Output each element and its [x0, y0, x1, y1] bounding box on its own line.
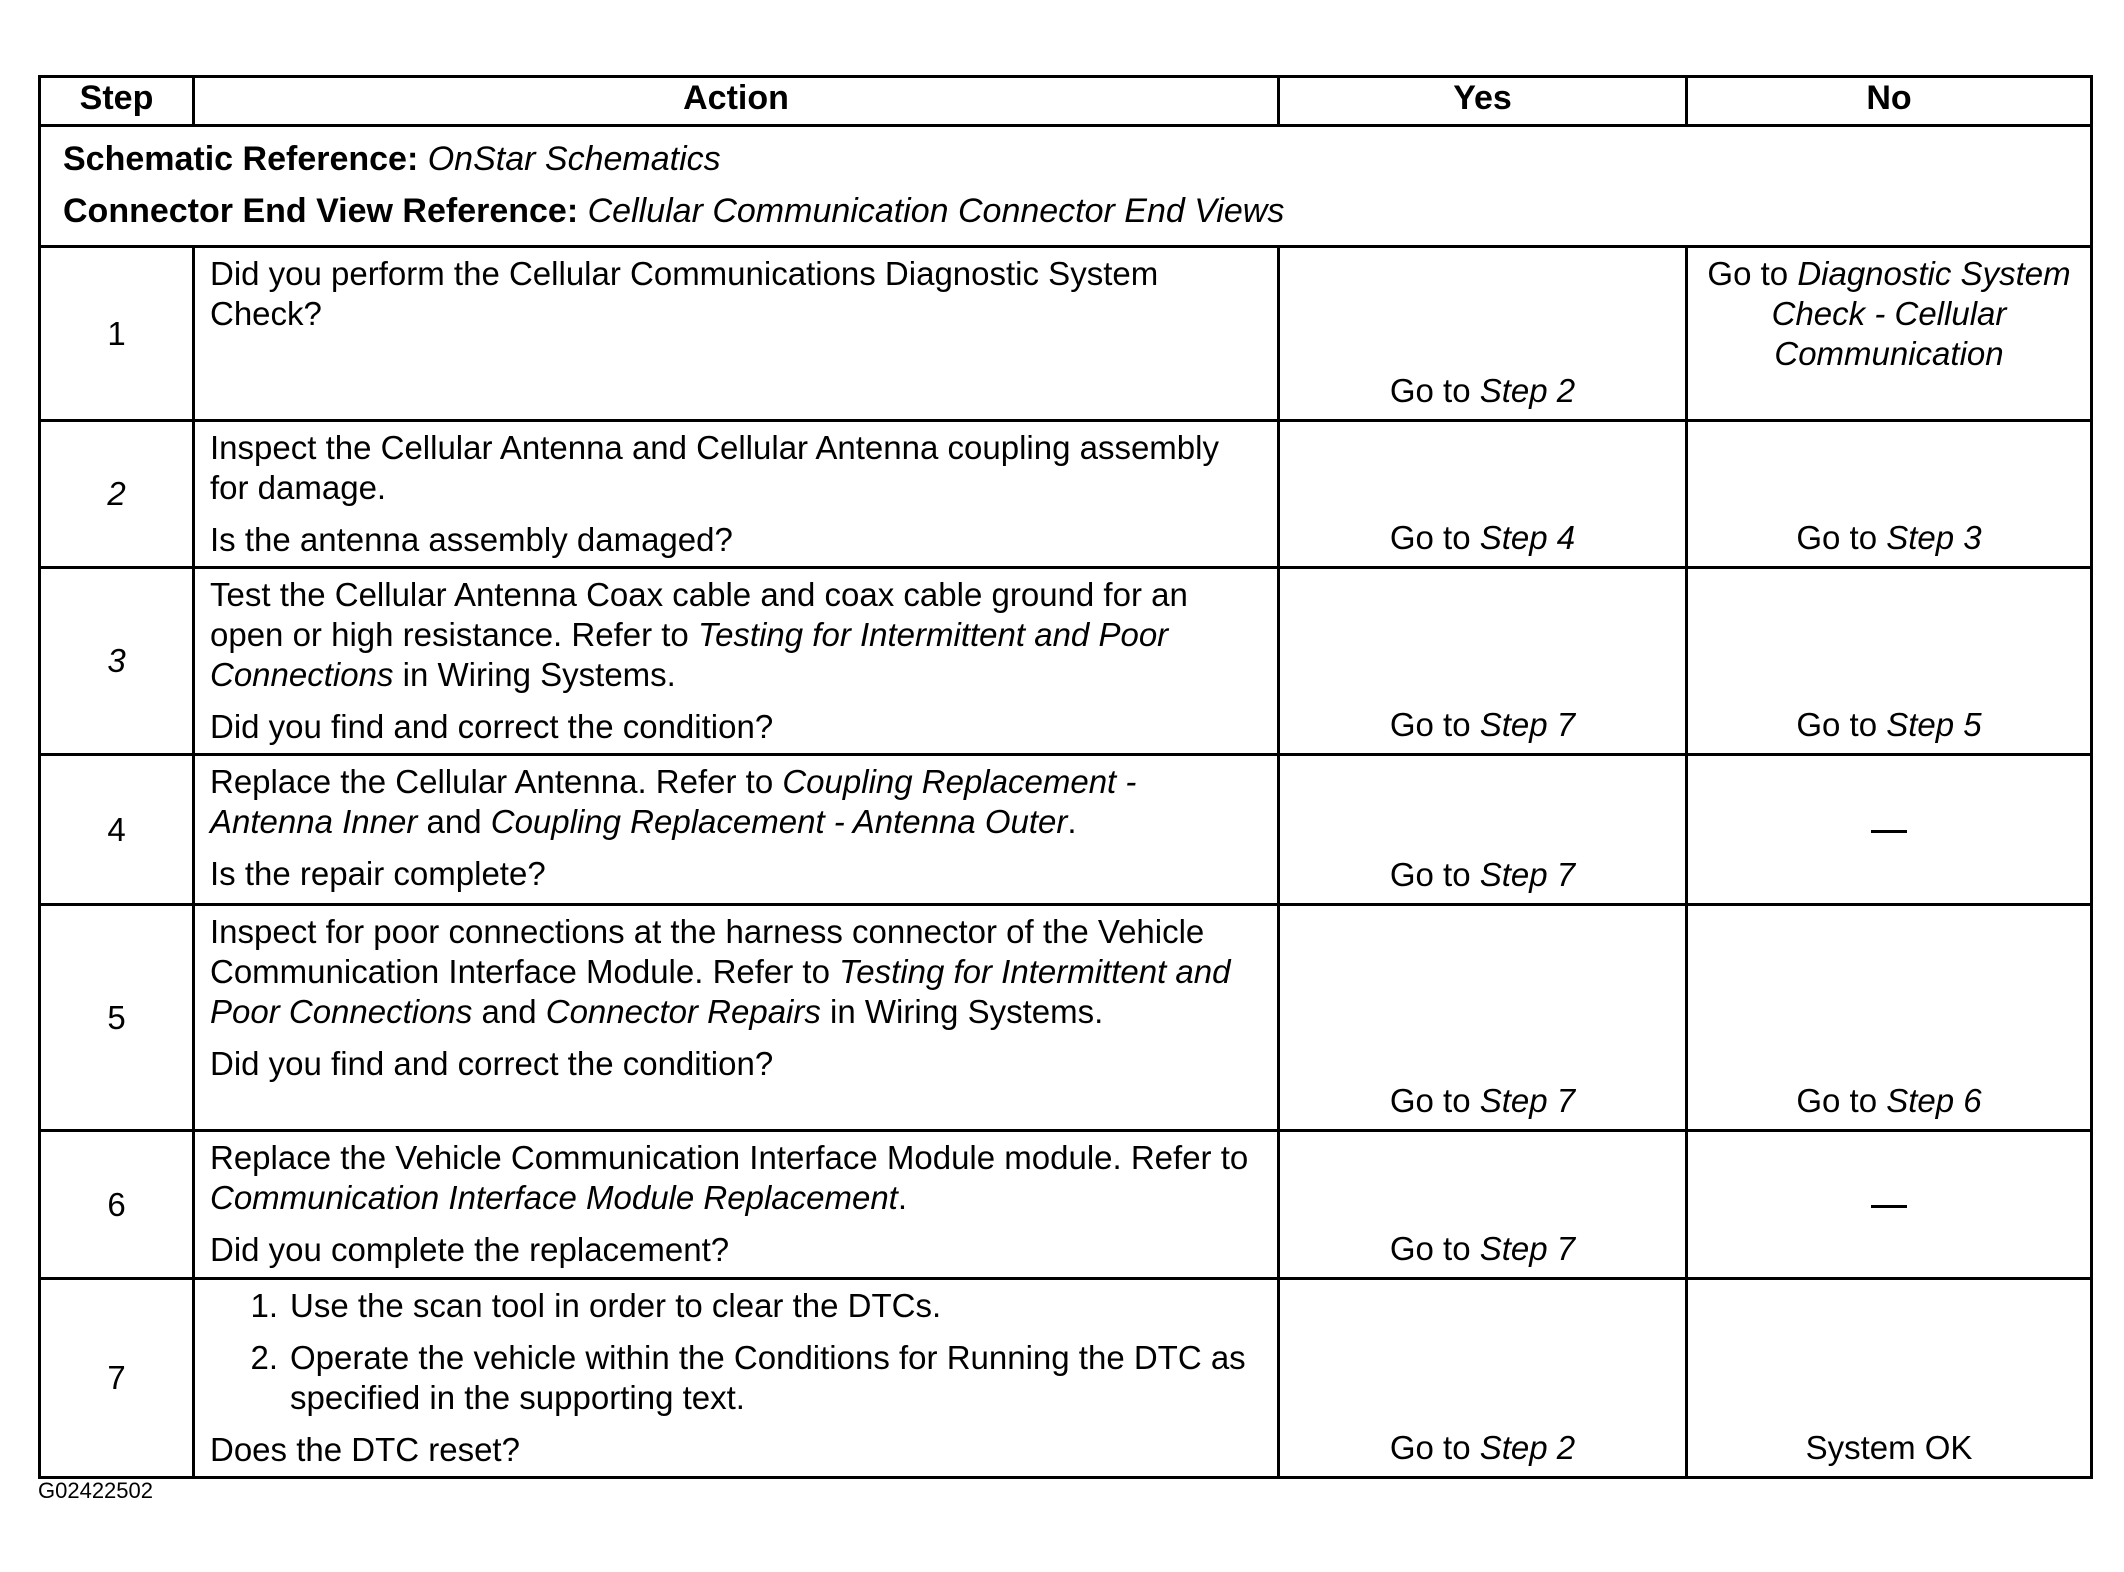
action-text-part: and — [472, 993, 546, 1030]
header-action: Action — [194, 77, 1279, 126]
table-row — [40, 1131, 2092, 1279]
action-reference-link[interactable]: Communication Interface Module Replacement — [210, 1179, 898, 1216]
no-prefix: Go to — [1796, 1082, 1887, 1119]
yes-prefix: Go to — [1389, 706, 1480, 743]
no-dash — [1871, 1205, 1907, 1208]
figure-id: G02422502 — [38, 1478, 153, 1503]
action-cell — [194, 247, 1279, 421]
no-link[interactable]: Diagnostic System Check - Cellular Communication — [1771, 255, 2071, 372]
list-item — [210, 1338, 1263, 1418]
list-item-text: Use the scan tool in order to clear the DTCs. — [290, 1287, 942, 1324]
yes-prefix: Go to — [1389, 1082, 1480, 1119]
table-row — [40, 568, 2092, 755]
schematic-reference-link[interactable]: OnStar Schematics — [427, 140, 721, 178]
table-row — [40, 755, 2092, 905]
action-text-part: in Wiring Systems. — [820, 993, 1104, 1030]
action-text: Did you perform the Cellular Communications Diagnostic System Check? — [210, 255, 1159, 332]
yes-cell — [1279, 905, 1687, 1131]
yes-cell — [1279, 568, 1687, 755]
action-reference-link[interactable]: Testing for Intermittent and Poor Connections — [210, 616, 1169, 693]
no-cell — [1687, 1279, 2092, 1478]
yes-link[interactable]: Step 2 — [1479, 372, 1576, 409]
yes-prefix: Go to — [1389, 372, 1480, 409]
no-cell — [1687, 755, 2092, 905]
action-question: Is the repair complete? — [210, 855, 546, 892]
header-no: No — [1687, 77, 2092, 126]
step-number: 1 — [40, 247, 194, 421]
no-prefix: Go to — [1796, 519, 1887, 556]
action-text-part: and — [417, 803, 491, 840]
yes-cell — [1279, 755, 1687, 905]
yes-link[interactable]: Step 7 — [1479, 1082, 1576, 1119]
yes-link[interactable]: Step 7 — [1479, 706, 1576, 743]
yes-prefix: Go to — [1389, 856, 1480, 893]
action-text-part: in Wiring Systems. — [393, 656, 676, 693]
no-result: System OK — [1805, 1429, 1973, 1466]
action-question: Did you find and correct the condition? — [210, 1045, 774, 1082]
table-row — [40, 905, 2092, 1131]
table-row — [40, 1279, 2092, 1478]
action-question: Is the antenna assembly damaged? — [210, 521, 733, 558]
action-text — [210, 1138, 1263, 1218]
action-text-part: . — [1067, 803, 1077, 840]
action-cell — [194, 755, 1279, 905]
no-cell — [1687, 421, 2092, 568]
action-cell — [194, 1131, 1279, 1279]
schematic-reference — [63, 133, 2070, 185]
action-cell — [194, 905, 1279, 1131]
table-row — [40, 421, 2092, 568]
action-text — [210, 762, 1263, 842]
action-text-part: Inspect for poor connections at the harness connector of the Vehicle Communication Interface Module. Refer to — [210, 913, 1205, 990]
header-step: Step — [40, 77, 194, 126]
action-reference-link[interactable]: Connector Repairs — [545, 993, 821, 1030]
action-reference-link[interactable]: Coupling Replacement - Antenna Inner — [210, 763, 1137, 840]
action-question: Does the DTC reset? — [210, 1431, 520, 1468]
action-question: Did you find and correct the condition? — [210, 708, 774, 745]
table-row — [40, 247, 2092, 421]
connector-reference-link[interactable]: Cellular Communication Connector End Views — [587, 192, 1285, 230]
connector-reference-label: Connector End View Reference: — [63, 192, 579, 230]
yes-link[interactable]: Step 2 — [1479, 1429, 1576, 1466]
step-number: 6 — [40, 1131, 194, 1279]
reference-cell — [40, 126, 2092, 247]
no-link[interactable]: Step 3 — [1886, 519, 1982, 556]
yes-link[interactable]: Step 4 — [1479, 519, 1576, 556]
yes-prefix: Go to — [1389, 519, 1480, 556]
no-link[interactable]: Step 5 — [1886, 706, 1982, 743]
step-number: 2 — [40, 421, 194, 568]
yes-cell — [1279, 1279, 1687, 1478]
step-number: 5 — [40, 905, 194, 1131]
action-reference-link[interactable]: Coupling Replacement - Antenna Outer — [490, 803, 1068, 840]
action-cell — [194, 1279, 1279, 1478]
action-text — [210, 575, 1263, 695]
list-item-number: 1. — [250, 1287, 278, 1324]
action-text-part: Replace the Vehicle Communication Interface Module module. Refer to — [210, 1139, 1249, 1176]
yes-link[interactable]: Step 7 — [1479, 856, 1576, 893]
yes-cell — [1279, 247, 1687, 421]
action-cell — [194, 421, 1279, 568]
no-cell — [1687, 905, 2092, 1131]
action-question: Did you complete the replacement? — [210, 1231, 730, 1268]
step-number: 7 — [40, 1279, 194, 1478]
list-item — [210, 1286, 1263, 1326]
step-number: 3 — [40, 568, 194, 755]
yes-link[interactable]: Step 7 — [1479, 1230, 1576, 1267]
action-text — [210, 912, 1263, 1032]
list-item-text: Operate the vehicle within the Conditions for Running the DTC as specified in the supporting text. — [290, 1339, 1246, 1416]
action-reference-link[interactable]: Testing for Intermittent and Poor Connections — [210, 953, 1231, 1030]
yes-cell — [1279, 421, 1687, 568]
reference-row — [40, 126, 2092, 247]
header-yes: Yes — [1279, 77, 1687, 126]
action-text-part: Test the Cellular Antenna Coax cable and coax cable ground for an open or high resistance. Refer to — [210, 576, 1188, 653]
step-number: 4 — [40, 755, 194, 905]
no-prefix: Go to — [1796, 706, 1887, 743]
yes-prefix: Go to — [1389, 1429, 1480, 1466]
yes-cell — [1279, 1131, 1687, 1279]
diagnostic-table-wrapper — [38, 75, 2090, 1479]
schematic-reference-label: Schematic Reference: — [63, 140, 419, 178]
action-text: Inspect the Cellular Antenna and Cellular Antenna coupling assembly for damage. — [210, 429, 1219, 506]
yes-prefix: Go to — [1389, 1230, 1480, 1267]
action-list — [210, 1286, 1263, 1418]
no-cell — [1687, 568, 2092, 755]
no-cell — [1687, 1131, 2092, 1279]
diagnostic-table — [38, 75, 2093, 1479]
no-cell — [1687, 247, 2092, 421]
action-text-part: . — [897, 1179, 908, 1216]
no-link[interactable]: Step 6 — [1886, 1082, 1982, 1119]
action-text-part: Replace the Cellular Antenna. Refer to — [210, 763, 783, 800]
header-row — [40, 77, 2092, 126]
no-prefix: Go to — [1707, 255, 1798, 292]
action-cell — [194, 568, 1279, 755]
connector-reference — [63, 185, 2070, 237]
list-item-number: 2. — [250, 1339, 278, 1376]
no-dash — [1871, 830, 1907, 833]
